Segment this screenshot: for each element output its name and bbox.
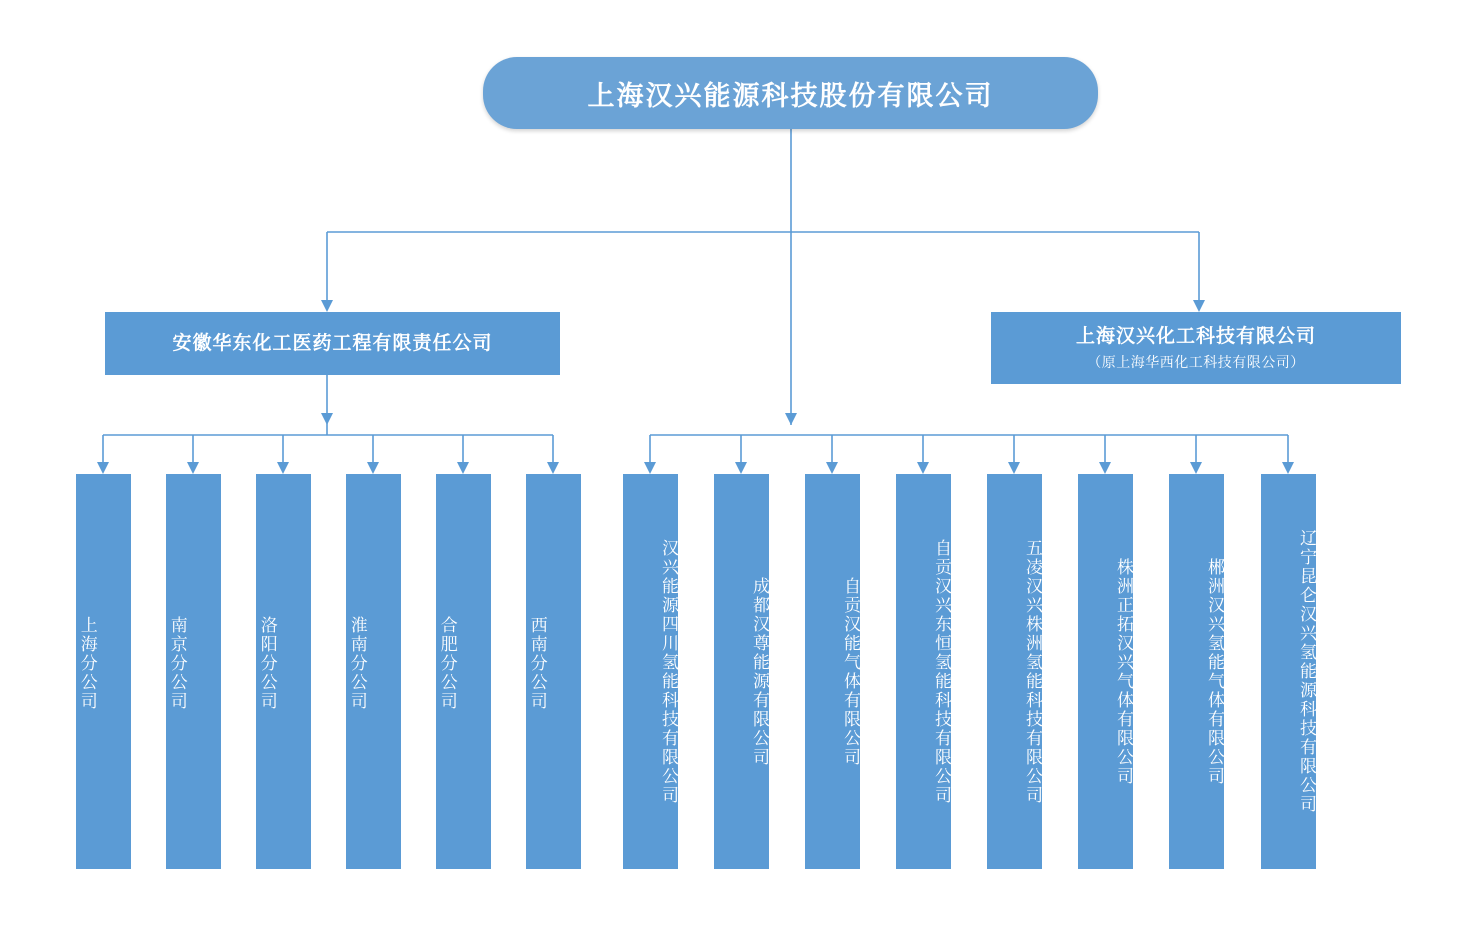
leaf-branch-shanghai[interactable]: 上海分公司: [76, 474, 131, 869]
node-label: 安徽华东化工医药工程有限责任公司: [172, 332, 493, 354]
leaf-company-chengdu-hanzun[interactable]: 成都汉尊能源有限公司: [714, 474, 769, 869]
node-label: 上海汉兴化工科技有限公司: [1075, 326, 1316, 348]
leaf-branch-hefei[interactable]: 合肥分公司: [436, 474, 491, 869]
leaf-company-zigong-hanneng-gas[interactable]: 自贡汉能气体有限公司: [805, 474, 860, 869]
leaf-branch-huainan[interactable]: 淮南分公司: [346, 474, 401, 869]
leaf-company-liaoning-kunlun[interactable]: 辽宁昆仑汉兴氢能源科技有限公司: [1261, 474, 1316, 869]
leaf-branch-nanjing[interactable]: 南京分公司: [166, 474, 221, 869]
leaf-company-chenzhou-hydrogen[interactable]: 郴洲汉兴氢能气体有限公司: [1169, 474, 1224, 869]
leaf-branch-luoyang[interactable]: 洛阳分公司: [256, 474, 311, 869]
leaf-company-zhuzhou-zhengtuo[interactable]: 株洲正拓汉兴气体有限公司: [1078, 474, 1133, 869]
leaf-branch-xinan[interactable]: 西南分公司: [526, 474, 581, 869]
node-subsidiary-anhui[interactable]: [105, 312, 560, 375]
node-root[interactable]: 上海汉兴能源科技股份有限公司: [483, 57, 1098, 129]
leaf-company-sichuan-hydrogen[interactable]: 汉兴能源四川氢能科技有限公司: [623, 474, 678, 869]
leaf-company-wuling-zhuzhou[interactable]: 五凌汉兴株洲氢能科技有限公司: [987, 474, 1042, 869]
leaf-company-zigong-dongheng[interactable]: 自贡汉兴东恒氢能科技有限公司: [896, 474, 951, 869]
node-sublabel: （原上海华西化工科技有限公司）: [1087, 353, 1305, 370]
node-subsidiary-shanghai-hanxing-chem[interactable]: [991, 312, 1401, 384]
